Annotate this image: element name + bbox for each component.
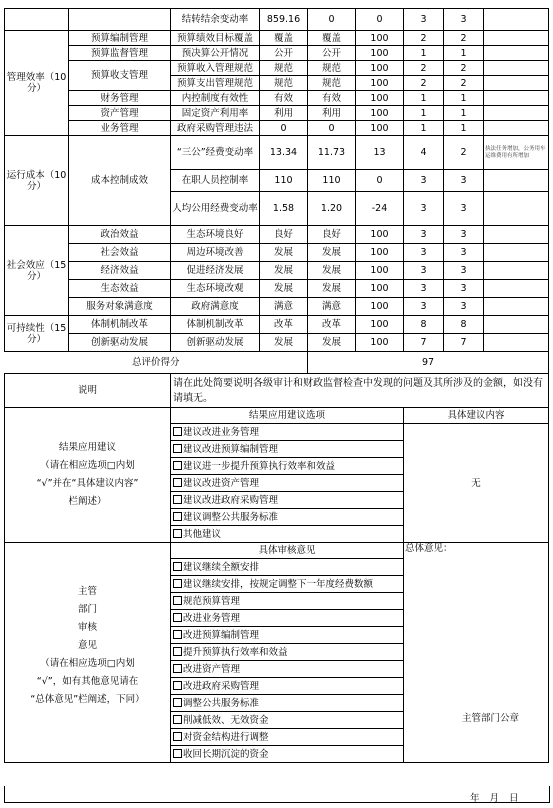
option-label: 削减低效、无效资金	[183, 714, 269, 726]
review-option	[171, 576, 404, 593]
checkbox[interactable]	[173, 664, 182, 673]
note-cell	[484, 170, 549, 192]
note-cell	[484, 9, 549, 31]
target-cell: 发展	[260, 334, 308, 352]
target-cell: 规范	[260, 76, 308, 91]
option-label: 收回长期沉淀的资金	[183, 748, 269, 760]
metric-cell: 结转结余变动率	[171, 9, 260, 31]
actual-cell: 发展	[308, 262, 356, 280]
completion-cell: 100	[356, 61, 404, 76]
label-line: “√”，如有其他意见请在	[36, 676, 139, 687]
review-date: 年月日	[470, 793, 529, 804]
option-label: 建议调整公共服务标准	[183, 511, 279, 523]
score-cell: 1	[444, 46, 484, 61]
subcategory-cell: 社会效益	[69, 244, 171, 262]
checkbox[interactable]	[173, 630, 182, 639]
score-cell: 3	[444, 298, 484, 316]
subcategory-cell: 生态效益	[69, 280, 171, 298]
actual-cell: 0	[308, 121, 356, 136]
actual-cell: 1.20	[308, 192, 356, 226]
evaluation-table	[4, 8, 549, 763]
option-label: 规范预算管理	[183, 595, 241, 607]
review-header-row	[5, 543, 549, 559]
score-cell: 7	[444, 334, 484, 352]
note-cell	[484, 244, 549, 262]
category-cell: 可持续性（15分）	[5, 316, 69, 352]
actual-cell: 110	[308, 170, 356, 192]
total-row	[5, 352, 549, 374]
note-cell	[484, 76, 549, 91]
suggestion-option	[171, 424, 404, 441]
subcategory-cell: 预算监督管理	[69, 46, 171, 61]
option-label: 建议改进资产管理	[183, 477, 260, 489]
label-line: 主管	[77, 586, 97, 597]
checkbox[interactable]	[173, 647, 182, 656]
review-option	[171, 627, 404, 644]
checkbox[interactable]	[173, 562, 182, 571]
review-option	[171, 593, 404, 610]
subcategory-cell: 预算收支管理	[69, 61, 171, 91]
target-cell: 规范	[260, 61, 308, 76]
checkbox[interactable]	[173, 613, 182, 622]
label-line: 意见	[77, 640, 97, 651]
subcategory-cell: 资产管理	[69, 106, 171, 121]
suggestion-option	[171, 492, 404, 509]
completion-cell: 100	[356, 31, 404, 46]
review-option	[171, 559, 404, 576]
score-cell: 2	[444, 31, 484, 46]
note-cell	[484, 106, 549, 121]
checkbox[interactable]	[173, 749, 182, 758]
note-cell	[484, 192, 549, 226]
actual-cell: 0	[308, 9, 356, 31]
score-cell: 1	[444, 121, 484, 136]
explain-label: 说明	[5, 374, 171, 408]
metric-cell: 预算绩效目标覆盖	[171, 31, 260, 46]
score-cell: 3	[444, 170, 484, 192]
table-row	[5, 106, 549, 121]
table-row	[5, 46, 549, 61]
completion-cell: 100	[356, 280, 404, 298]
score-cell: 3	[444, 192, 484, 226]
option-label: 改进资产管理	[183, 663, 241, 675]
actual-cell: 规范	[308, 61, 356, 76]
total-value: 97	[308, 352, 549, 374]
table-row	[5, 121, 549, 136]
completion-cell: 100	[356, 46, 404, 61]
subcategory-cell: 创新驱动发展	[69, 334, 171, 352]
score-cell: 3	[444, 244, 484, 262]
option-label: 建议继续全额安排	[183, 561, 260, 573]
completion-cell: 100	[356, 226, 404, 244]
option-label: 其他建议	[183, 528, 222, 540]
overall-opinion	[404, 543, 549, 763]
empty-cell	[5, 9, 69, 31]
suggestion-option	[171, 475, 404, 492]
suggestion-option	[171, 509, 404, 526]
subcategory-cell: 政治效益	[69, 226, 171, 244]
option-label: 提升预算执行效率和效益	[183, 646, 288, 658]
table-row	[5, 244, 549, 262]
completion-cell: 100	[356, 121, 404, 136]
metric-cell: 体制机制改革	[171, 316, 260, 334]
label-line: 部门	[77, 604, 97, 615]
completion-cell: 13	[356, 136, 404, 170]
label-line: 栏阐述）	[68, 496, 107, 507]
weight-cell: 3	[404, 262, 444, 280]
target-cell: 发展	[260, 262, 308, 280]
subcategory-cell: 财务管理	[69, 91, 171, 106]
weight-cell: 7	[404, 334, 444, 352]
weight-cell: 3	[404, 170, 444, 192]
review-option	[171, 695, 404, 712]
table-row	[5, 226, 549, 244]
note-cell: 执法任务增加，公务用车运维费用有所增加	[484, 136, 549, 170]
label-line: “总体意见”栏阐述，下同）	[30, 694, 145, 705]
table-row	[5, 298, 549, 316]
form-bottom-border	[4, 786, 550, 803]
metric-cell: 在职人员控制率	[171, 170, 260, 192]
explain-row	[5, 374, 549, 408]
weight-cell: 3	[404, 226, 444, 244]
suggestion-option	[171, 458, 404, 475]
actual-cell: 发展	[308, 280, 356, 298]
note-cell	[484, 316, 549, 334]
metric-cell: 政府满意度	[171, 298, 260, 316]
target-cell: 110	[260, 170, 308, 192]
weight-cell: 8	[404, 316, 444, 334]
weight-cell: 4	[404, 136, 444, 170]
metric-cell: 创新驱动发展	[171, 334, 260, 352]
weight-cell: 3	[404, 192, 444, 226]
completion-cell: 100	[356, 334, 404, 352]
option-label: 建议改进政府采购管理	[183, 494, 279, 506]
weight-cell: 2	[404, 61, 444, 76]
table-row	[5, 9, 549, 31]
stamp-label: 主管部门公章	[462, 713, 520, 724]
checkbox[interactable]	[173, 444, 182, 453]
score-cell: 1	[444, 91, 484, 106]
actual-cell: 满意	[308, 298, 356, 316]
table-row	[5, 136, 549, 170]
metric-cell: 政府采购管理违法	[171, 121, 260, 136]
target-cell: 859.16	[260, 9, 308, 31]
actual-cell: 11.73	[308, 136, 356, 170]
target-cell: 0	[260, 121, 308, 136]
score-cell: 1	[444, 106, 484, 121]
weight-cell: 2	[404, 76, 444, 91]
suggestion-header-row	[5, 408, 549, 424]
target-cell: 利用	[260, 106, 308, 121]
review-option	[171, 746, 404, 763]
empty-cell	[69, 9, 171, 31]
target-cell: 发展	[260, 244, 308, 262]
note-cell	[484, 262, 549, 280]
completion-cell: 100	[356, 262, 404, 280]
note-cell	[484, 298, 549, 316]
review-option	[171, 712, 404, 729]
label-line: 审核	[77, 622, 97, 633]
score-cell: 2	[444, 61, 484, 76]
option-label: 改进政府采购管理	[183, 680, 260, 692]
table-row	[5, 334, 549, 352]
option-label: 对资金结构进行调整	[183, 731, 269, 743]
metric-cell: 促进经济发展	[171, 262, 260, 280]
metric-cell: 周边环境改善	[171, 244, 260, 262]
target-cell: 公开	[260, 46, 308, 61]
weight-cell: 1	[404, 121, 444, 136]
completion-cell: 0	[356, 9, 404, 31]
target-cell: 改革	[260, 316, 308, 334]
category-cell: 社会效应（15分）	[5, 226, 69, 316]
category-cell: 管理效率（10分）	[5, 31, 69, 136]
options-header: 结果应用建议选项	[171, 408, 404, 424]
score-cell: 3	[444, 262, 484, 280]
actual-cell: 发展	[308, 334, 356, 352]
option-label: 建议继续安排，按规定调整下一年度经费数额	[183, 578, 374, 590]
suggestion-option	[171, 526, 404, 543]
completion-cell: 100	[356, 316, 404, 334]
actual-cell: 公开	[308, 46, 356, 61]
completion-cell: 100	[356, 244, 404, 262]
target-cell: 良好	[260, 226, 308, 244]
metric-cell: 生态环境良好	[171, 226, 260, 244]
suggestion-label	[5, 408, 171, 543]
completion-cell: 100	[356, 76, 404, 91]
content-header: 具体建议内容	[404, 408, 549, 424]
target-cell: 满意	[260, 298, 308, 316]
label-line: （请在相应选项□内划	[40, 460, 135, 471]
subcategory-cell: 服务对象满意度	[69, 298, 171, 316]
subcategory-cell: 体制机制改革	[69, 316, 171, 334]
subcategory-cell: 业务管理	[69, 121, 171, 136]
note-cell	[484, 334, 549, 352]
checkbox[interactable]	[173, 732, 182, 741]
note-cell	[484, 121, 549, 136]
table-row	[5, 31, 549, 46]
target-cell: 覆盖	[260, 31, 308, 46]
note-cell	[484, 280, 549, 298]
table-row	[5, 262, 549, 280]
weight-cell: 1	[404, 91, 444, 106]
metric-cell: 人均公用经费变动率	[171, 192, 260, 226]
label-line: （请在相应选项□内划	[40, 658, 135, 669]
note-cell	[484, 61, 549, 76]
option-label: 改进预算编制管理	[183, 629, 260, 641]
review-option	[171, 661, 404, 678]
actual-cell: 改革	[308, 316, 356, 334]
subcategory-cell: 预算编制管理	[69, 31, 171, 46]
score-cell: 3	[444, 280, 484, 298]
score-cell: 2	[444, 136, 484, 170]
actual-cell: 覆盖	[308, 31, 356, 46]
option-label: 改进业务管理	[183, 612, 241, 624]
checkbox[interactable]	[173, 529, 182, 538]
completion-cell: 0	[356, 170, 404, 192]
checkbox[interactable]	[173, 495, 182, 504]
option-label: 建议改进业务管理	[183, 426, 260, 438]
metric-cell: “三公”经费变动率	[171, 136, 260, 170]
metric-cell: 预算支出管理规范	[171, 76, 260, 91]
table-row	[5, 61, 549, 76]
completion-cell: 100	[356, 106, 404, 121]
completion-cell: 100	[356, 298, 404, 316]
weight-cell: 3	[404, 298, 444, 316]
weight-cell: 3	[404, 244, 444, 262]
target-cell: 发展	[260, 280, 308, 298]
checkbox[interactable]	[173, 512, 182, 521]
metric-cell: 内控制度有效性	[171, 91, 260, 106]
checkbox[interactable]	[173, 427, 182, 436]
option-label: 建议进一步提升预算执行效率和效益	[183, 460, 336, 472]
review-option	[171, 729, 404, 746]
review-option	[171, 678, 404, 695]
overall-label: 总体意见：	[405, 543, 453, 554]
target-cell: 13.34	[260, 136, 308, 170]
option-label: 调整公共服务标准	[183, 697, 260, 709]
score-cell: 8	[444, 316, 484, 334]
checkbox[interactable]	[173, 579, 182, 588]
weight-cell: 3	[404, 280, 444, 298]
review-option	[171, 610, 404, 627]
metric-cell: 预算收入管理规范	[171, 61, 260, 76]
actual-cell: 规范	[308, 76, 356, 91]
category-cell: 运行成本（10分）	[5, 136, 69, 226]
subcategory-cell: 经济效益	[69, 262, 171, 280]
explain-text: 请在此处简要说明各级审计和财政监督检查中发现的问题及其所涉及的金额，如没有请填无。	[171, 374, 549, 408]
review-option	[171, 644, 404, 661]
score-cell: 3	[444, 9, 484, 31]
completion-cell: -24	[356, 192, 404, 226]
label-line: “√”并在“具体建议内容”	[36, 478, 139, 489]
option-label: 建议改进预算编制管理	[183, 443, 279, 455]
actual-cell: 良好	[308, 226, 356, 244]
target-cell: 1.58	[260, 192, 308, 226]
actual-cell: 发展	[308, 244, 356, 262]
score-cell: 3	[444, 226, 484, 244]
note-cell	[484, 226, 549, 244]
metric-cell: 预决算公开情况	[171, 46, 260, 61]
checkbox[interactable]	[173, 715, 182, 724]
checkbox[interactable]	[173, 681, 182, 690]
target-cell: 有效	[260, 91, 308, 106]
review-label	[5, 543, 171, 763]
note-cell	[484, 31, 549, 46]
checkbox[interactable]	[173, 596, 182, 605]
content-value: 无	[404, 424, 549, 543]
actual-cell: 有效	[308, 91, 356, 106]
checkbox[interactable]	[173, 478, 182, 487]
table-row	[5, 91, 549, 106]
checkbox[interactable]	[173, 698, 182, 707]
note-cell	[484, 91, 549, 106]
review-header: 具体审核意见	[171, 543, 404, 559]
weight-cell: 1	[404, 106, 444, 121]
weight-cell: 1	[404, 46, 444, 61]
note-cell	[484, 46, 549, 61]
label-line: 结果应用建议	[58, 442, 116, 453]
table-row	[5, 316, 549, 334]
table-row	[5, 280, 549, 298]
completion-cell: 100	[356, 91, 404, 106]
subcategory-cell: 成本控制成效	[69, 136, 171, 226]
metric-cell: 固定资产利用率	[171, 106, 260, 121]
metric-cell: 生态环境改观	[171, 280, 260, 298]
total-label: 总评价得分	[5, 352, 308, 374]
score-cell: 2	[444, 76, 484, 91]
suggestion-option	[171, 441, 404, 458]
weight-cell: 2	[404, 31, 444, 46]
weight-cell: 3	[404, 9, 444, 31]
checkbox[interactable]	[173, 461, 182, 470]
actual-cell: 利用	[308, 106, 356, 121]
